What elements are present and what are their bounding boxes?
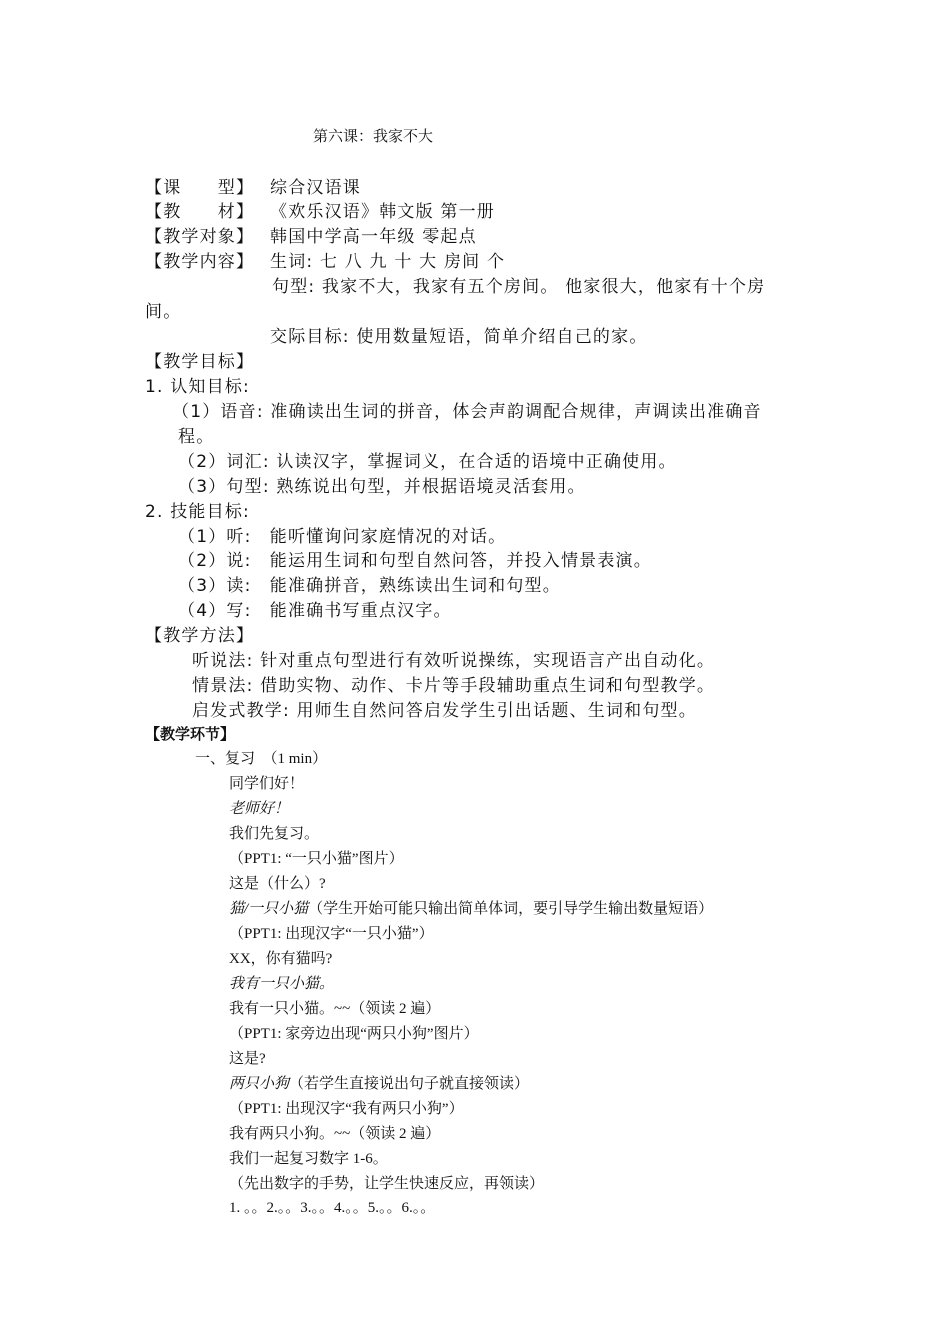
objectives-heading: 【教学目标】 [145, 352, 255, 372]
method-item-1: 听说法: 针对重点句型进行有效听说操练，实现语言产出自动化。 [192, 651, 716, 671]
method-item-2: 情景法: 借助实物、动作、卡片等手段辅助重点生词和句型教学。 [192, 676, 716, 696]
teacher-note: （若学生直接说出句子就直接领读） [289, 1076, 530, 1092]
review-line [229, 902, 713, 917]
info-row-audience [145, 229, 477, 246]
italic-response: 猫/一只小猫 [229, 901, 309, 917]
content-pattern-wrap: 间。 [145, 302, 182, 322]
review-line: 1. 。。2.。。3.。。4.。。5.。。6.。。 [229, 1200, 436, 1216]
review-line: （PPT1: 家旁边出现“两只小狗”图片） [229, 1026, 479, 1042]
review-line: 我有两只小狗。~~（领读 2 遍） [229, 1126, 441, 1142]
methods-heading: 【教学方法】 [145, 626, 255, 646]
review-line: XX，你有猫吗? [229, 951, 333, 967]
review-line: 我有一只小猫。 [229, 976, 335, 992]
info-row-type [145, 180, 361, 197]
review-line: 同学们好！ [229, 776, 305, 792]
cognitive-item-3: （3）句型: 熟练说出句型，并根据语境灵活套用。 [178, 477, 586, 497]
method-item-3: 启发式教学: 用师生自然问答启发学生引出话题、生词和句型。 [192, 701, 697, 721]
info-label: 【教学内容】 [145, 252, 255, 272]
review-line: （PPT1: 出现汉字“一只小猫”） [229, 926, 434, 942]
skill-item-3: （3）读: 能准确拼音，熟练读出生词和句型。 [178, 576, 561, 596]
cognitive-item-1: （1）语音: 准确读出生词的拼音，体会声韵调配合规律，声调读出准确音 [172, 402, 762, 422]
content-pattern-line: 句型: 我家不大，我家有五个房间。 他家很大，他家有十个房 [272, 277, 766, 297]
info-label: 【教 材】 [145, 202, 255, 222]
review-line: 这是（什么）? [229, 876, 326, 892]
content-goal-line: 交际目标: 使用数量短语，简单介绍自己的家。 [270, 327, 648, 347]
info-row-content [145, 254, 505, 271]
teacher-note: （学生开始可能只输出简单体词，要引导学生输出数量短语） [308, 901, 714, 917]
page-title: 第六课：我家不大 [313, 129, 434, 145]
skill-item-1: （1）听: 能听懂询问家庭情况的对话。 [178, 527, 507, 547]
info-value: 韩国中学高一年级 零起点 [270, 227, 477, 247]
skill-item-2: （2）说: 能运用生词和句型自然问答，并投入情景表演。 [178, 551, 652, 571]
skill-heading: 2. 技能目标: [145, 502, 250, 522]
cognitive-item-2: （2）词汇: 认读汉字，掌握词义，在合适的语境中正确使用。 [178, 452, 677, 472]
cognitive-heading: 1. 认知目标: [145, 377, 250, 397]
review-line: 我有一只小猫。~~（领读 2 遍） [229, 1001, 441, 1017]
steps-heading: 【教学环节】 [145, 727, 236, 743]
review-line: （PPT1: 出现汉字“我有两只小狗”） [229, 1101, 464, 1117]
info-value: 生词: 七 八 九 十 大 房间 个 [270, 252, 506, 272]
info-row-textbook [145, 204, 495, 221]
review-line: 老师好！ [229, 801, 290, 817]
review-line: 我们先复习。 [229, 826, 320, 842]
review-line: （PPT1: “一只小猫”图片） [229, 851, 404, 867]
info-label: 【课 型】 [145, 178, 255, 198]
review-line [229, 1077, 529, 1092]
italic-response: 两只小狗 [229, 1076, 290, 1092]
skill-item-4: （4）写: 能准确书写重点汉字。 [178, 601, 452, 621]
review-heading: 一、复习 （1 min） [195, 751, 328, 767]
review-line: （先出数字的手势，让学生快速反应，再领读） [229, 1176, 545, 1192]
info-label: 【教学对象】 [145, 227, 255, 247]
review-line: 这是? [229, 1051, 266, 1067]
cognitive-item-1-wrap: 程。 [178, 427, 215, 447]
info-value: 《欢乐汉语》韩文版 第一册 [270, 202, 496, 222]
review-line: 我们一起复习数字 1-6。 [229, 1151, 388, 1167]
info-value: 综合汉语课 [270, 178, 361, 198]
